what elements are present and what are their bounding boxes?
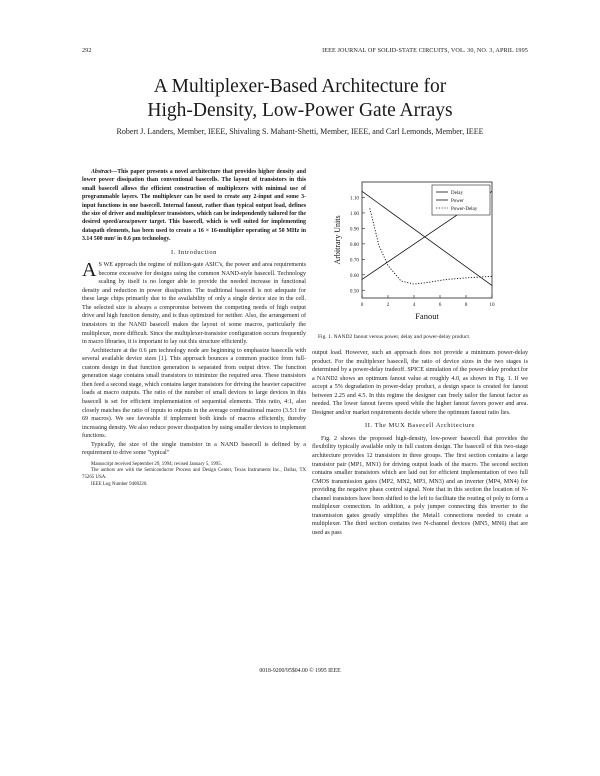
section-heading-introduction: I. Introduction: [171, 248, 217, 256]
journal-running-head: IEEE JOURNAL OF SOLID-STATE CIRCUITS, VOL. 30, NO. 3, APRIL 1995: [322, 47, 528, 54]
footnote-manuscript: Manuscript received September 29, 1994; revised January 5, 1995.: [91, 461, 222, 467]
y-tick-label-0: 1.10: [349, 195, 359, 202]
x-tick-label-1: 2: [386, 302, 390, 308]
page-number: 292: [82, 47, 92, 54]
intro-paragraph-3: Typically, the size of the single transistor in a NAND basecell is defined by a requirement to drive some "typical": [82, 441, 306, 457]
drop-cap: A: [82, 259, 97, 282]
title-line-2: High-Density, Low-Power Gate Arrays: [147, 100, 453, 121]
footnote-affiliation: The authors are with the Semiconductor Process and Design Center, Texas Instruments Inc., Dallas, TX 75265 USA.: [82, 468, 306, 481]
x-tick-label-4: 8: [464, 302, 468, 308]
copyright-line: 0018-9200/95$04.00 © 1995 IEEE: [259, 668, 341, 674]
x-tick-label-5: 10: [489, 302, 495, 308]
section2-paragraph-1: Fig. 2 shows the proposed high-density, low-power basecell that provides the flexibility typically available only in full custom design. The basecell of this two-stage architecture provides 12 transistors in three groups. The first section contains a large transistor pair (MP1, MN1) for driving output loads of the macro. The second section contains smaller transistors which are laid out for efficient implementation of two full CMOS transmission gates (MP2, MN2, MP3, MN3) and an inverter (MP4, MN4) for providing the negative phase control signal. Note that in this section the location of N-channel transistors have been shifted to the left to facilitate the routing of poly to form a multiplexer connection. In addition, a poly jumper connecting this inverter to the transmission gates greatly simplifies the Metal1 connections needed to create a multiplexer. The third section contains two N-channel devices (MN5, MN6) that are used as pass: [312, 435, 528, 536]
intro-paragraph-2: Architecture at the 0.6 µm technology node are beginning to emphasize basecells with several available device sizes [1]. This approach bounces a common practice from full-custom design in that function generation is separated from output drive. The function generation stage contains small transistors to minimize the required area. These transistors then feed a second stage, which contains larger transistors for driving the heavier capacitive loads at macro outputs. The ratio of the number of small devices to large devices in this basecell is set for efficient implementation of sequential elements. This ratio, 4:1, also closely matches the ratio of inputs to outputs in the average combinational macro (3.5:1 for 69 macros). We see favorable if implement both kinds of macros efficiently, thereby increasing density. We also reduce power dissipation by using smaller devices to implement functions.: [82, 347, 306, 440]
y-tick-label-4: 0.70: [349, 257, 359, 264]
abstract-text: This paper presents a novel architecture that provides higher density and lower power dissipation than conventional basecells. The layout of transistors in this small basecell allows the efficient construction of multiplexers with minimal use of programmable layers. The multiplexer can be used to create any 2-input and some 3-input functions in one basecell. Internal fanout, rather than typical output load, defines the size of driver and multiplexer transistors, which can be independently tailored for the desired speed/area/power target. This basecell, which is well suited for implementing datapath elements, has been used to create a 16 × 16-multiplier operating at 50 MHz in 3.14 500 mm² in 0.6 µm technology.: [82, 169, 306, 243]
intro-paragraph-1-text: S WE approach the regime of million-gate ASIC's, the power and area requirements become excessive for designs using the common NAND-style basecell. Technology scaling by itself is no longer able to provide the needed increase in functional density and reduction in power dissipation. The traditional basecell is not adequate for these large chips primarily due to the availability of only a single device size in the cell. The selected size is always a compromise between the competing needs of high output drive and high function density, and is thus optimized for neither. Also, the arrangement of transistors in the NAND basecell makes the layout of some macros, particularly the multiplexer, more difficult. Since the multiplexer-transistor configuration occurs frequently in macro libraries, it is important to lay out this structure efficiently.: [82, 262, 306, 346]
abstract-label: Abstract—: [91, 169, 118, 175]
x-tick-label-2: 4: [412, 302, 416, 308]
abstract: [82, 168, 306, 244]
x-tick-label-3: 6: [438, 302, 442, 308]
fanout-chart: [314, 170, 530, 334]
legend-label-2: Power-Delay: [451, 207, 478, 212]
figure-1: [314, 170, 530, 340]
footnote-log-number: IEEE Log Number 9408220.: [91, 481, 148, 487]
x-axis-label: Fanout: [415, 311, 439, 321]
author-line: Robert J. Landers, Member, IEEE, Shivaling S. Mahant-Shetti, Member, IEEE, and Carl Lemonds, Member, IEEE: [116, 127, 484, 136]
y-tick-label-2: 0.90: [349, 226, 359, 233]
legend-label-1: Power: [451, 199, 464, 204]
right-column: [312, 349, 528, 537]
y-tick-label-6: 0.50: [349, 288, 359, 295]
section-heading-mux-basecell: II. The MUX Basecell Architecture: [364, 422, 475, 430]
left-column: [82, 168, 306, 489]
footnotes: [82, 462, 306, 489]
y-tick-label-3: 0.80: [349, 241, 359, 248]
y-tick-label-5: 0.60: [349, 272, 359, 279]
title-line-1: A Multiplexer-Based Architecture for: [153, 76, 447, 97]
x-tick-label-0: 0: [360, 302, 364, 308]
legend-label-0: Delay: [451, 191, 463, 196]
intro-paragraph-1: [82, 261, 306, 346]
y-tick-label-1: 1.00: [349, 210, 359, 217]
y-axis-label: Arbitrary Units: [333, 215, 342, 265]
figure-caption: Fig. 1. NAND2 fanout versus power, delay and power-delay product.: [318, 334, 471, 340]
right-paragraph-1: output load. However, such an approach does not provide a minimum power-delay product. For the multiplexer basecell, the ratio of device sizes in the two stages is determined by a power-delay tradeoff. SPICE simulation of the power-delay product for a NAND2 shows an optimum fanout value at roughly 4.0, as shown in Fig. 1. If we accept a 5% degradation in power-delay product, a design space is created for fanout between 2.25 and 4.5. In this regime the designer can freely tailor the fanout factor as needed. The lower fanout favors speed while the higher fanout favors power and area. Designer and/or market requirements decide where the optimum fanout ratio lies.: [312, 350, 528, 416]
paper-title: [0, 75, 600, 123]
